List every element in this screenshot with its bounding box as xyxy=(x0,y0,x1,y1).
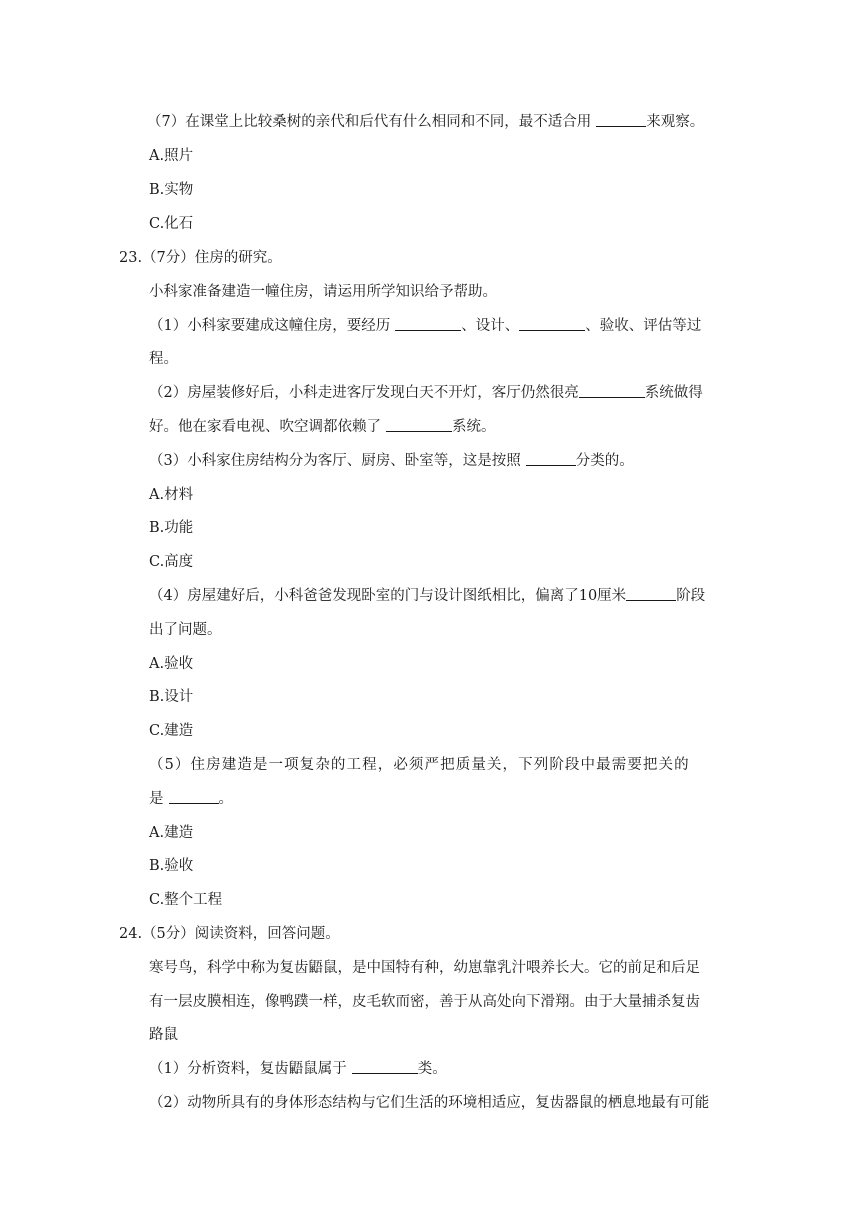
q23-2-stem: （2）房屋装修好后，小科走进客厅发现白天不开灯，客厅仍然很亮 系统做得 xyxy=(149,385,703,401)
answer-blank[interactable] xyxy=(386,417,452,432)
option-c: C.建造 xyxy=(149,723,194,739)
q23-1-stem-cont: 程。 xyxy=(149,351,178,367)
q24-2-stem: （2）动物所具有的身体形态结构与它们生活的环境相适应，复齿器鼠的栖息地最有可能 xyxy=(149,1095,710,1111)
answer-blank[interactable] xyxy=(519,316,585,331)
answer-blank[interactable] xyxy=(395,316,461,331)
option-c: C.化石 xyxy=(149,216,194,232)
q24-para-line: 路鼠 xyxy=(149,1027,178,1043)
option-b: B.设计 xyxy=(149,689,194,705)
option-a: A.验收 xyxy=(149,656,194,672)
option-a: A.建造 xyxy=(149,825,194,841)
q24-1-stem: （1）分析资料，复齿鼯鼠属于 类。 xyxy=(149,1061,447,1077)
option-b: B.功能 xyxy=(149,520,194,536)
q23-4-stem: （4）房屋建好后，小科爸爸发现卧室的门与设计图纸相比，偏离了10厘米 阶段 xyxy=(149,588,706,604)
option-a: A.照片 xyxy=(149,148,194,164)
answer-blank[interactable] xyxy=(596,112,646,127)
answer-blank[interactable] xyxy=(352,1059,418,1074)
option-b: B.实物 xyxy=(149,182,194,198)
answer-blank[interactable] xyxy=(579,383,645,398)
q23-1-stem: （1）小科家要建成这幢住房，要经历 、设计、 、验收、评估等过 xyxy=(149,318,702,334)
q23-2-stem-cont: 好。他在家看电视、吹空调都依赖了 系统。 xyxy=(149,419,496,435)
option-c: C.整个工程 xyxy=(149,892,223,908)
answer-blank[interactable] xyxy=(526,451,576,466)
answer-blank[interactable] xyxy=(626,586,676,601)
option-b: B.验收 xyxy=(149,858,194,874)
q23-intro: 小科家准备建造一幢住房，请运用所学知识给予帮助。 xyxy=(149,284,497,300)
answer-blank[interactable] xyxy=(169,789,219,804)
q23-4-stem-cont: 出了问题。 xyxy=(149,622,222,638)
q23-5-stem-cont: 是 。 xyxy=(149,791,233,807)
q23-5-stem: （5）住房建造是一项复杂的工程，必须严把质量关，下列阶段中最需要把关的 xyxy=(149,757,690,773)
q23-heading: 23.（7分）住房的研究。 xyxy=(119,250,282,266)
q24-heading: 24.（5分）阅读资料，回答问题。 xyxy=(119,926,340,942)
q24-para-line: 寒号鸟，科学中称为复齿鼯鼠，是中国特有种，幼崽靠乳汁喂养长大。它的前足和后足 xyxy=(149,960,700,976)
q22-7-stem: （7）在课堂上比较桑树的亲代和后代有什么相同和不同，最不适合用 来观察。 xyxy=(147,114,705,130)
q24-para-line: 有一层皮膜相连，像鸭蹼一样，皮毛软而密，善于从高处向下滑翔。由于大量捕杀复齿 xyxy=(149,994,700,1010)
option-a: A.材料 xyxy=(149,487,194,503)
q23-3-stem: （3）小科家住房结构分为客厅、厨房、卧室等，这是按照 分类的。 xyxy=(149,453,634,469)
option-c: C.高度 xyxy=(149,554,194,570)
